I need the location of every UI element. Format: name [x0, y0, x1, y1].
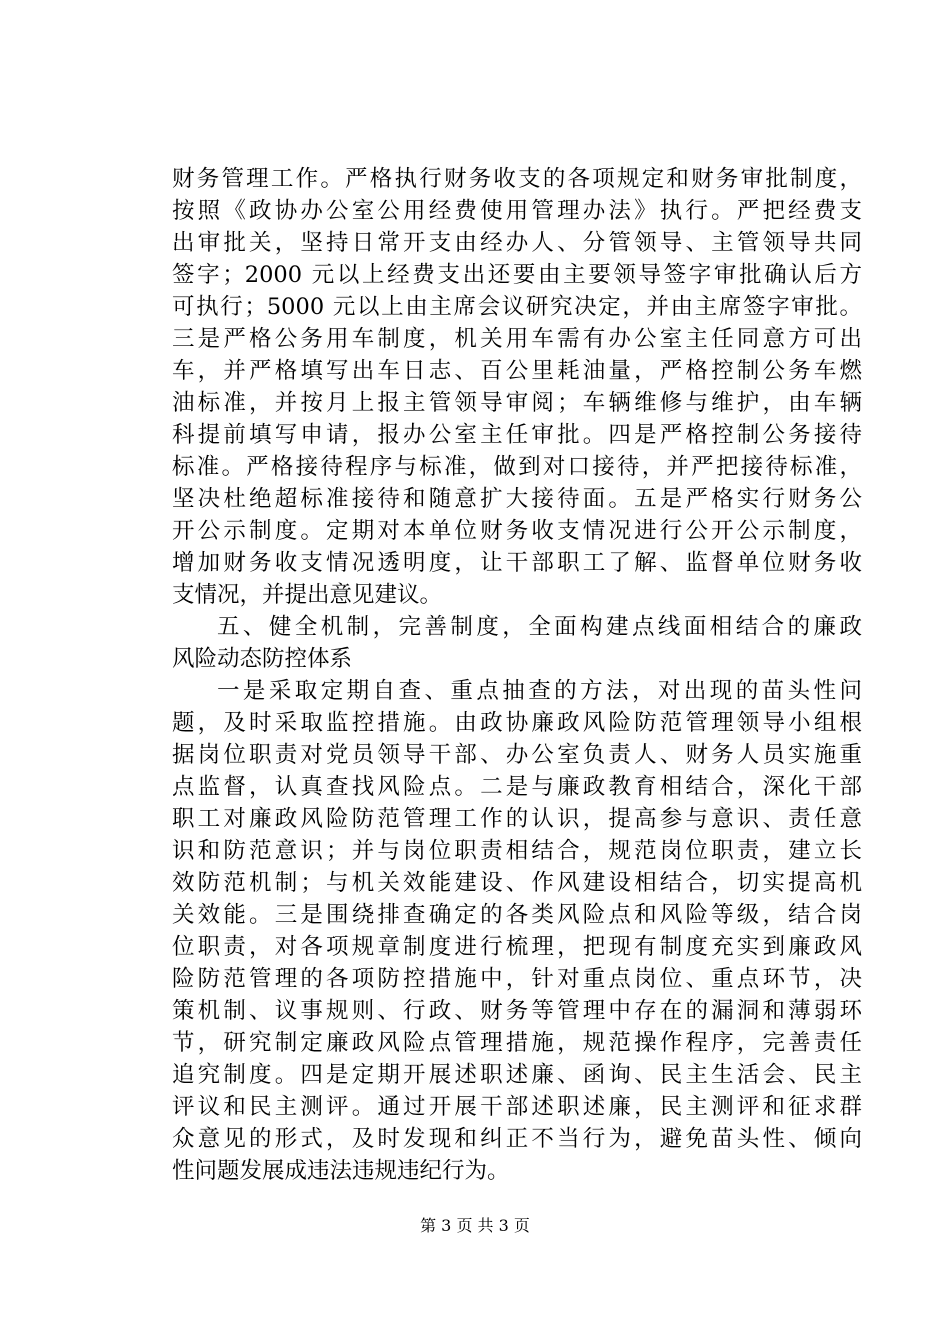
- text-line: 节，研究制定廉政风险点管理措施，规范操作程序，完善责任: [172, 1030, 862, 1056]
- text-line: 性问题发展成违法违规违纪行为。: [172, 1158, 510, 1184]
- text-line: 支情况，并提出意见建议。: [172, 582, 443, 608]
- text-line: 标准。严格接待程序与标准，做到对口接待，并严把接待标准，: [172, 454, 862, 480]
- text-line: 点监督，认真查找风险点。二是与廉政教育相结合，深化干部: [172, 774, 862, 800]
- text-line: 职工对廉政风险防范管理工作的认识，提高参与意识、责任意: [172, 806, 862, 832]
- text-line: 三是严格公务用车制度，机关用车需有办公室主任同意方可出: [172, 326, 862, 352]
- text-line: 财务管理工作。严格执行财务收支的各项规定和财务审批制度，: [172, 166, 862, 192]
- text-line: 众意见的形式，及时发现和纠正不当行为，避免苗头性、倾向: [172, 1126, 862, 1152]
- text-line: 评议和民主测评。通过开展干部述职述廉，民主测评和征求群: [172, 1094, 862, 1120]
- text-line: 据岗位职责对党员领导干部、办公室负责人、财务人员实施重: [172, 742, 862, 768]
- text-line: 科提前填写申请，报办公室主任审批。四是严格控制公务接待: [172, 422, 862, 448]
- text-line: 策机制、议事规则、行政、财务等管理中存在的漏洞和薄弱环: [172, 998, 862, 1024]
- text-line: 五、健全机制，完善制度，全面构建点线面相结合的廉政: [217, 614, 862, 640]
- text-line: 关效能。三是围绕排查确定的各类风险点和风险等级，结合岗: [172, 902, 862, 928]
- text-line: 一是采取定期自查、重点抽查的方法，对出现的苗头性问: [217, 678, 862, 704]
- text-line: 出审批关，坚持日常开支由经办人、分管领导、主管领导共同: [172, 230, 862, 256]
- text-line: 识和防范意识；并与岗位职责相结合，规范岗位职责，建立长: [172, 838, 862, 864]
- text-line: 油标准，并按月上报主管领导审阅；车辆维修与维护，由车辆: [172, 390, 862, 416]
- text-line: 车，并严格填写出车日志、百公里耗油量，严格控制公务车燃: [172, 358, 862, 384]
- page-footer: 第 3 页 共 3 页: [420, 1216, 530, 1235]
- text-line: 位职责，对各项规章制度进行梳理，把现有制度充实到廉政风: [172, 934, 862, 960]
- document-body: [172, 163, 862, 1187]
- text-line: 可执行；5000 元以上由主席会议研究决定，并由主席签字审批。: [172, 294, 862, 320]
- text-line: 题，及时采取监控措施。由政协廉政风险防范管理领导小组根: [172, 710, 862, 736]
- text-line: 效防范机制；与机关效能建设、作风建设相结合，切实提高机: [172, 870, 862, 896]
- text-line: 风险动态防控体系: [172, 646, 353, 672]
- text-line: 增加财务收支情况透明度，让干部职工了解、监督单位财务收: [172, 550, 862, 576]
- text-line: 开公示制度。定期对本单位财务收支情况进行公开公示制度，: [172, 518, 862, 544]
- text-line: 签字；2000 元以上经费支出还要由主要领导签字审批确认后方: [172, 262, 862, 288]
- text-line: 按照《政协办公室公用经费使用管理办法》执行。严把经费支: [172, 198, 862, 224]
- text-line: 险防范管理的各项防控措施中，针对重点岗位、重点环节，决: [172, 966, 862, 992]
- text-line: 追究制度。四是定期开展述职述廉、函询、民主生活会、民主: [172, 1062, 862, 1088]
- text-line: 坚决杜绝超标准接待和随意扩大接待面。五是严格实行财务公: [172, 486, 862, 512]
